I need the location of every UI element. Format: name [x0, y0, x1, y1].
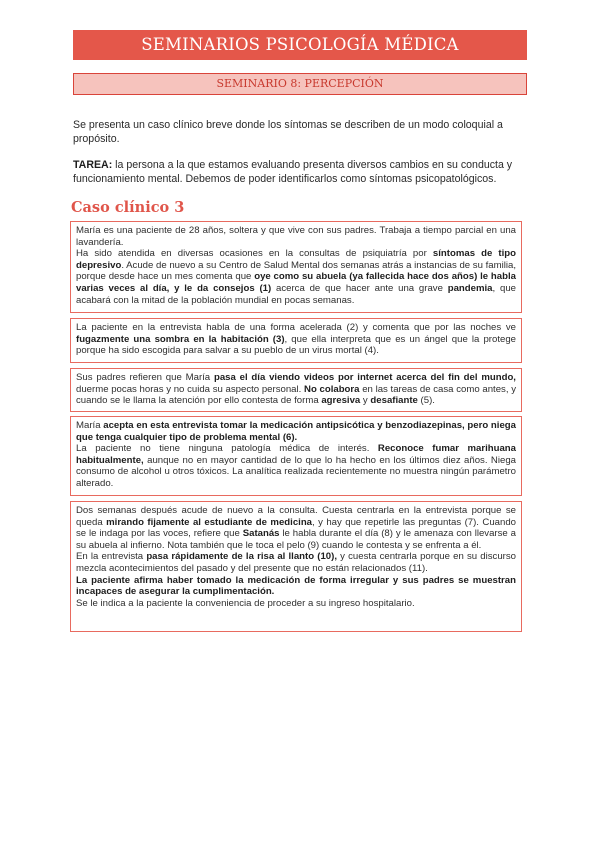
text-run: María [76, 420, 104, 431]
text-run: Sus padres refieren que María [76, 372, 214, 383]
text-run: le habla durante el día (8) y le amenaza con llevarse a su abuela al infierno. Nota también que le toca el pelo (9) cuando le contesta y se enfrenta a él. [76, 528, 516, 551]
case-box-1-p2 [76, 248, 516, 306]
bold-run: Satanás [242, 528, 280, 540]
text-run: en las tareas de casa como antes, y cuando se le llama la atención por ello contesta de forma [76, 383, 516, 407]
case-box-1-p1: María es una paciente de 28 años, soltera y que vive con sus padres. Trabaja a tiempo parcial en una lavandería. [76, 225, 516, 248]
text-run: , y hay que repetirle las preguntas (7). Cuando se le indaga por las voces, refiere que [76, 516, 517, 540]
text-run: y cuesta centrarla porque en su discurso mezcla acontecimientos del pasado y del presente que no están relacionados (11). [76, 551, 516, 574]
bold-run: agresiva [321, 395, 361, 407]
case-box-3 [70, 368, 522, 412]
case-box-2-p1 [76, 322, 516, 357]
text-run: , que acabará con la mitad de la población mundial en pocas semanas. [76, 282, 517, 306]
case-box-4-p1 [76, 420, 516, 443]
case-box-5-p3 [76, 575, 516, 598]
bold-run: pasa el día viendo videos por internet acerca del fin del mundo, [213, 372, 516, 383]
case-box-5-p1 [76, 505, 516, 551]
text-run: La paciente en la entrevista habla de una forma acelerada (2) y comenta que por las noches ve [76, 322, 516, 333]
text-run: , que ella interpreta que es un ángel que la protege porque ha sido escogida para salvar a su pueblo de un virus mortal (4). [76, 333, 516, 357]
bold-run: síntomas de tipo depresivo [76, 248, 516, 271]
case-box-4-p2 [76, 443, 516, 489]
bold-run: desafiante [370, 395, 418, 407]
text-run: aunque no en mayor cantidad de lo que lo ha hecho en los últimos diez años. Niega consumo de alcohol u otros tóxicos. La analítica realizada recientemente no muestra ningún parámetro alterado. [76, 454, 516, 489]
case-title: Caso clínico 3 [71, 199, 185, 216]
text-run: En la entrevista [76, 551, 147, 563]
bold-run: mirando fijamente al estudiante de medicina [106, 516, 313, 528]
intro-text: Se presenta un caso clínico breve donde los síntomas se describen de un modo coloquial a propósito. [73, 119, 503, 145]
task-paragraph [73, 158, 529, 186]
bold-run: La paciente afirma haber tomado la medicación de forma irregular y sus padres se muestran incapaces de asegurar la cumplimentación. [76, 574, 516, 598]
case-box-1 [70, 221, 522, 313]
seminar-subtitle: SEMINARIO 8: PERCEPCIÓN [73, 73, 527, 95]
bold-run: Reconoce fumar marihuana habitualmente, [76, 443, 516, 466]
text-run: La paciente no tiene ninguna patología médica de interés. [76, 443, 378, 455]
case-box-5 [70, 501, 522, 632]
bold-run: acepta en esta entrevista tomar la medicación antipsicótica y benzodiazepinas, pero niega que tenga cualquier tipo de problema mental (6). [76, 420, 516, 443]
text-run: duerme pocas horas y no cuida su aspecto personal. [76, 383, 305, 395]
case-box-5-p2 [76, 551, 516, 574]
bold-run: pandemia [447, 282, 493, 294]
text-run: (5). [417, 395, 435, 407]
text-run: y [360, 395, 371, 407]
case-box-2 [70, 318, 522, 363]
task-text: la persona a la que estamos evaluando presenta diversos cambios en su conducta y funcionamiento mental. Debemos de poder identificarlos como síntomas psicopatológicos. [73, 159, 513, 185]
bold-run: pasa rápidamente de la risa al llanto (10), [146, 551, 337, 563]
intro-paragraph [73, 118, 529, 146]
task-label: TAREA: [73, 159, 113, 171]
bold-run: fugazmente una sombra en la habitación (3) [76, 333, 285, 345]
case-box-3-p1 [76, 372, 516, 407]
text-run: acerca de que hacer ante una grave [271, 282, 448, 294]
text-run: Ha sido atendida en diversas ocasiones en la consultas de psiquiatría por [76, 248, 433, 260]
text-run: . Acude de nuevo a su Centro de Salud Mental dos semanas atrás a instancias de su familia, porque desde hace un mes comenta que [76, 259, 516, 283]
text-run: Dos semanas después acude de nuevo a la consulta. Cuesta centrarla en la entrevista porque se queda [76, 505, 516, 528]
case-box-4 [70, 416, 522, 496]
page-title-banner: SEMINARIOS PSICOLOGÍA MÉDICA [73, 30, 527, 60]
bold-run: No colabora [304, 383, 360, 395]
case-box-5-p4: Se le indica a la paciente la conveniencia de proceder a su ingreso hospitalario. [76, 597, 415, 609]
bold-run: oye como su abuela (ya fallecida hace dos años) le habla varias veces al día, y le da consejos (1) [76, 271, 516, 294]
